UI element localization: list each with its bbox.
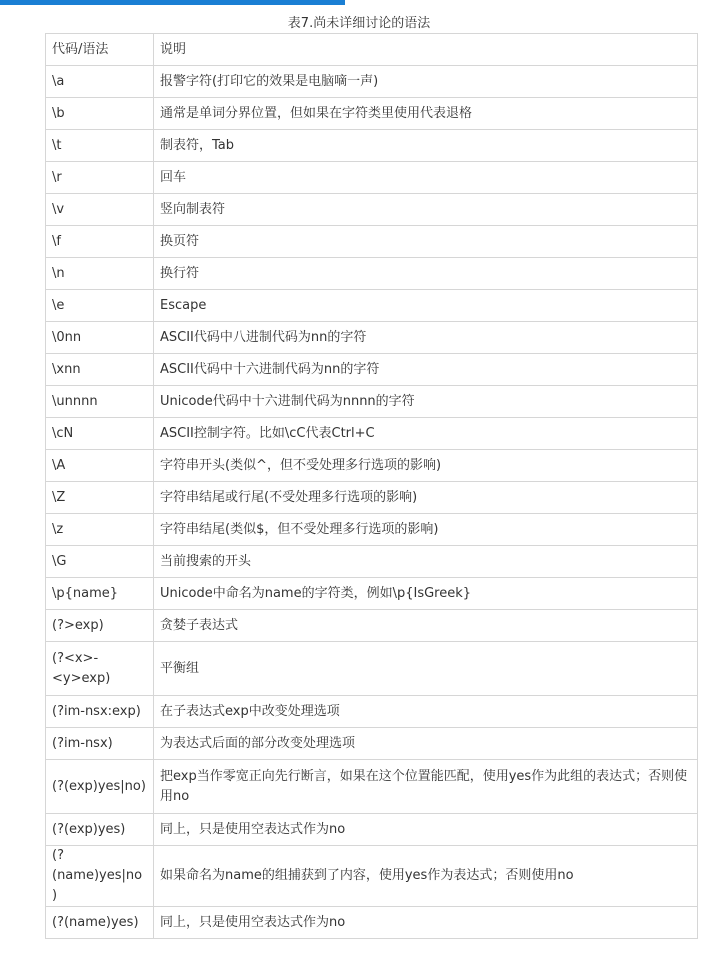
description-cell: 字符串结尾(类似$，但不受处理多行选项的影响) [154, 514, 698, 546]
table-row [46, 482, 698, 514]
syntax-cell: (?im-nsx) [46, 728, 154, 760]
table-row [46, 760, 698, 814]
syntax-cell: \cN [46, 418, 154, 450]
description-cell: 换页符 [154, 226, 698, 258]
syntax-cell: (?(name)yes) [46, 907, 154, 939]
syntax-cell: \z [46, 514, 154, 546]
description-cell: 在子表达式exp中改变处理选项 [154, 696, 698, 728]
table-row [46, 546, 698, 578]
syntax-cell: \v [46, 194, 154, 226]
description-cell: 同上，只是使用空表达式作为no [154, 907, 698, 939]
syntax-cell: \e [46, 290, 154, 322]
table-row [46, 814, 698, 846]
description-cell: 贪婪子表达式 [154, 610, 698, 642]
syntax-cell: (?<x>-<y>exp) [46, 642, 154, 696]
header-code: 代码/语法 [46, 34, 154, 66]
syntax-cell: (?(exp)yes|no) [46, 760, 154, 814]
table-row [46, 66, 698, 98]
description-cell: ASCII代码中八进制代码为nn的字符 [154, 322, 698, 354]
syntax-cell: \f [46, 226, 154, 258]
table-row [46, 610, 698, 642]
table-header-row [46, 34, 698, 66]
table-row [46, 194, 698, 226]
syntax-cell: \n [46, 258, 154, 290]
description-cell: 回车 [154, 162, 698, 194]
table-row [46, 386, 698, 418]
syntax-cell: \G [46, 546, 154, 578]
description-cell: 把exp当作零宽正向先行断言，如果在这个位置能匹配，使用yes作为此组的表达式；否则使用no [154, 760, 698, 814]
syntax-cell: \t [46, 130, 154, 162]
table-row [46, 98, 698, 130]
table-row [46, 696, 698, 728]
table-row [46, 578, 698, 610]
table-caption: 表7.尚未详细讨论的语法 [287, 16, 431, 31]
table-row [46, 258, 698, 290]
description-cell: 平衡组 [154, 642, 698, 696]
description-cell: ASCII控制字符。比如\cC代表Ctrl+C [154, 418, 698, 450]
description-cell: Unicode中命名为name的字符类，例如\p{IsGreek} [154, 578, 698, 610]
syntax-cell: \xnn [46, 354, 154, 386]
table-row [46, 846, 698, 907]
syntax-cell: \p{name} [46, 578, 154, 610]
description-cell: 换行符 [154, 258, 698, 290]
syntax-cell: \unnnn [46, 386, 154, 418]
table-row [46, 418, 698, 450]
syntax-cell: (?(exp)yes) [46, 814, 154, 846]
table-row [46, 322, 698, 354]
description-cell: 字符串开头(类似^，但不受处理多行选项的影响) [154, 450, 698, 482]
header-description: 说明 [154, 34, 698, 66]
syntax-cell: \r [46, 162, 154, 194]
description-cell: 同上，只是使用空表达式作为no [154, 814, 698, 846]
description-cell: 为表达式后面的部分改变处理选项 [154, 728, 698, 760]
description-cell: 字符串结尾或行尾(不受处理多行选项的影响) [154, 482, 698, 514]
description-cell: ASCII代码中十六进制代码为nn的字符 [154, 354, 698, 386]
syntax-cell: \b [46, 98, 154, 130]
table-row [46, 514, 698, 546]
syntax-table [45, 33, 698, 939]
description-cell: 通常是单词分界位置，但如果在字符类里使用代表退格 [154, 98, 698, 130]
top-highlight-bar [0, 0, 345, 5]
table-row [46, 642, 698, 696]
table-row [46, 450, 698, 482]
table-row [46, 130, 698, 162]
syntax-cell: (?(name)yes|no) [46, 846, 154, 907]
syntax-cell: \a [46, 66, 154, 98]
description-cell: Escape [154, 290, 698, 322]
table-row [46, 226, 698, 258]
table-row [46, 354, 698, 386]
syntax-cell: (?>exp) [46, 610, 154, 642]
description-cell: 制表符，Tab [154, 130, 698, 162]
description-cell: 当前搜索的开头 [154, 546, 698, 578]
table-row [46, 290, 698, 322]
table-row [46, 728, 698, 760]
table-row [46, 907, 698, 939]
description-cell: Unicode代码中十六进制代码为nnnn的字符 [154, 386, 698, 418]
description-cell: 竖向制表符 [154, 194, 698, 226]
syntax-cell: \Z [46, 482, 154, 514]
table-row [46, 162, 698, 194]
description-cell: 报警字符(打印它的效果是电脑嘀一声) [154, 66, 698, 98]
syntax-cell: (?im-nsx:exp) [46, 696, 154, 728]
description-cell: 如果命名为name的组捕获到了内容，使用yes作为表达式；否则使用no [154, 846, 698, 907]
syntax-cell: \0nn [46, 322, 154, 354]
syntax-cell: \A [46, 450, 154, 482]
